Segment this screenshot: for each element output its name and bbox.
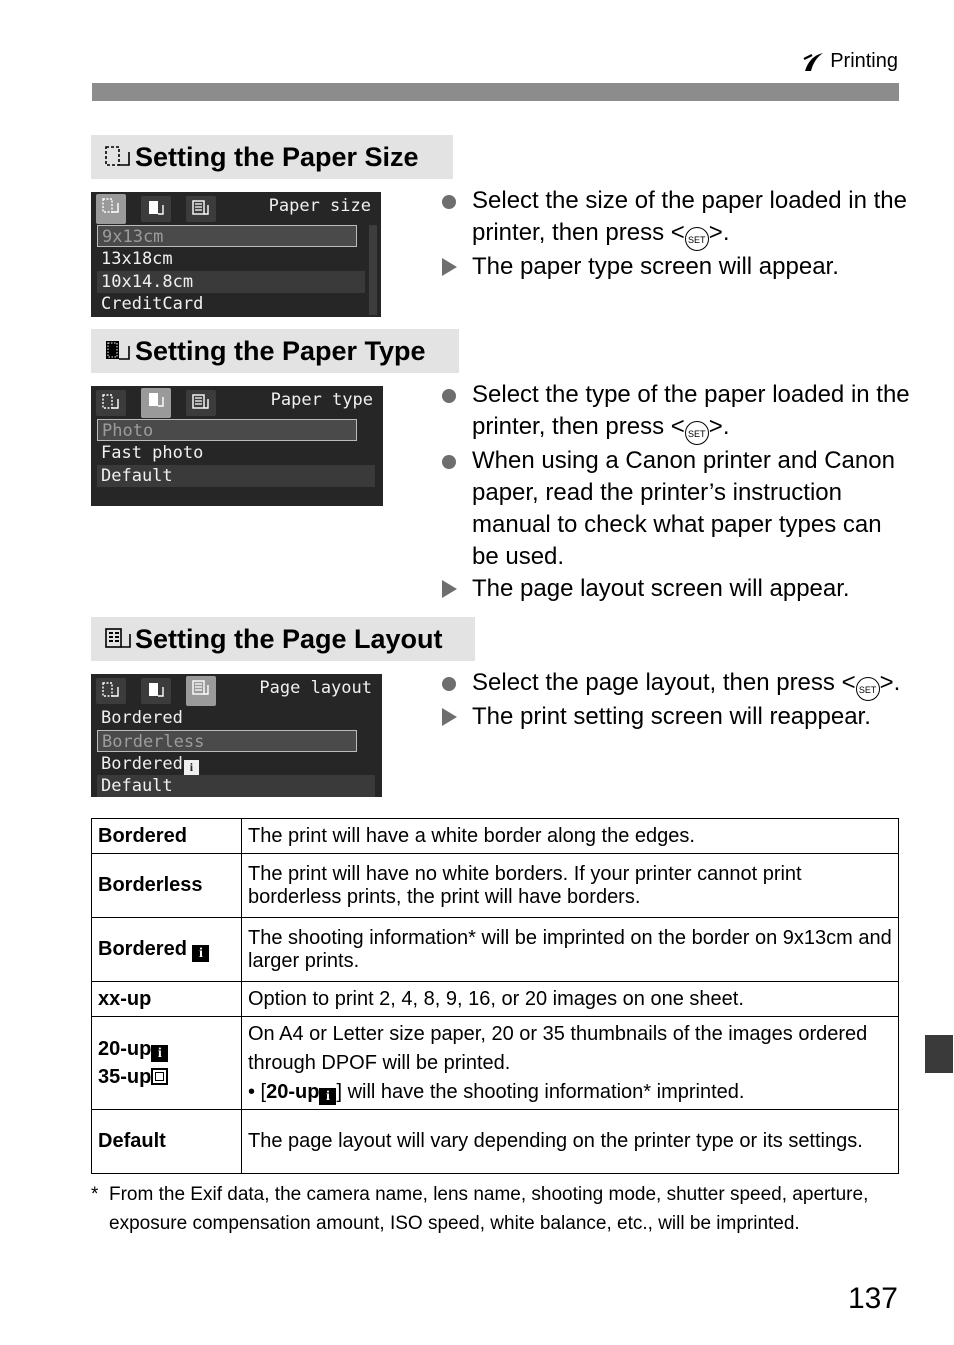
footnote <box>91 1180 881 1238</box>
table-row <box>92 854 899 918</box>
table-desc: On A4 or Letter size paper, 20 or 35 thumbnails of the images ordered through DPOF will be printed. • [20-up i ] will have the shooting information* imprinted. <box>242 1017 899 1110</box>
page-layout-tab-icon <box>186 196 216 222</box>
section-title-paper-type: Setting the Paper Type <box>91 329 459 373</box>
menu-item[interactable]: Default <box>97 775 375 797</box>
scrollbar[interactable] <box>369 225 377 315</box>
paper-type-tab-icon <box>141 388 171 418</box>
table-row <box>92 819 899 854</box>
menu-item[interactable]: 9x13cm <box>97 225 357 247</box>
section-title-paper-size: Setting the Paper Size <box>91 135 453 179</box>
paper-size-tab-icon <box>96 678 126 704</box>
frame-icon <box>151 1068 168 1085</box>
screen-title: Paper type <box>270 390 373 410</box>
table-key: xx-up <box>92 982 242 1017</box>
menu-item[interactable]: CreditCard <box>101 294 204 314</box>
info-icon: i <box>192 945 209 962</box>
table-desc: The shooting information* will be imprinted on the border on 9x13cm and larger prints. <box>242 918 899 982</box>
paper-size-tab-icon <box>96 194 126 224</box>
printing-icon <box>802 51 826 73</box>
list-item: The print setting screen will reappear. <box>440 701 910 733</box>
menu-item[interactable]: 10x14.8cm <box>97 271 365 293</box>
instructions-paper-size <box>440 185 910 283</box>
list-item: The paper type screen will appear. <box>440 251 910 283</box>
page-layout-tab-icon <box>186 676 216 706</box>
paper-type-icon <box>103 338 133 364</box>
set-button-icon: SET <box>856 677 880 701</box>
list-item: Select the type of the paper loaded in the printer, then press < SET >. <box>440 379 910 445</box>
set-button-icon: SET <box>685 421 709 445</box>
list-item: Select the size of the paper loaded in the printer, then press < SET >. <box>440 185 910 251</box>
section-title-page-layout: Setting the Page Layout <box>91 617 475 661</box>
list-item: When using a Canon printer and Canon paper, read the printer’s instruction manual to check what paper types can be used. <box>440 445 910 573</box>
table-key: 20-up i 35-up <box>92 1017 242 1110</box>
menu-item[interactable]: Bordered i <box>97 753 375 775</box>
bullet-dot <box>442 455 456 469</box>
list-item: The page layout screen will appear. <box>440 573 910 605</box>
arrow-right-icon <box>442 580 457 598</box>
page-number: 137 <box>847 1282 898 1315</box>
menu-item[interactable]: Fast photo <box>101 443 204 463</box>
table-row <box>92 1017 899 1110</box>
table-key: Borderless <box>92 854 242 918</box>
table-key: Default <box>92 1110 242 1174</box>
bullet-dot <box>442 389 456 403</box>
table-key: Bordered <box>92 819 242 854</box>
menu-item[interactable]: 13x18cm <box>101 249 173 269</box>
set-button-icon: SET <box>685 227 709 251</box>
page-layout-options-table <box>91 818 899 1174</box>
table-row <box>92 982 899 1017</box>
header-section-label: Printing <box>830 50 898 72</box>
menu-item[interactable]: Borderless <box>97 730 357 752</box>
menu-item[interactable]: Default <box>97 465 375 487</box>
header-bar <box>92 83 899 101</box>
footnote-mark: * <box>91 1184 99 1205</box>
info-icon: i <box>184 760 199 775</box>
menu-item[interactable]: Bordered <box>101 708 183 728</box>
table-row <box>92 918 899 982</box>
info-icon: i <box>151 1045 168 1062</box>
paper-size-tab-icon <box>96 390 126 416</box>
screen-paper-type <box>91 386 383 506</box>
table-key: Bordered i <box>92 918 242 982</box>
screen-paper-size <box>91 192 381 317</box>
list-item: Select the page layout, then press < SET >. <box>440 667 910 701</box>
table-desc: The print will have a white border along the edges. <box>242 819 899 854</box>
arrow-right-icon <box>442 258 457 276</box>
bullet-dot <box>442 677 456 691</box>
instructions-page-layout <box>440 667 910 733</box>
table-row <box>92 1110 899 1174</box>
table-desc: The print will have no white borders. If your printer cannot print borderless prints, the print will have borders. <box>242 854 899 918</box>
screen-title: Page layout <box>259 678 372 698</box>
menu-item[interactable]: Photo <box>97 419 357 441</box>
chapter-tab <box>925 1035 953 1073</box>
paper-type-tab-icon <box>141 196 171 222</box>
page-layout-icon <box>103 626 133 652</box>
instructions-paper-type <box>440 379 910 605</box>
arrow-right-icon <box>442 708 457 726</box>
page-layout-tab-icon <box>186 390 216 416</box>
running-header <box>802 50 898 73</box>
menu-item-empty <box>97 487 375 506</box>
footnote-text: From the Exif data, the camera name, lens name, shooting mode, shutter speed, aperture, exposure compensation amount, ISO speed, white balance, etc., will be imprinted. <box>109 1184 869 1234</box>
paper-size-icon <box>103 144 133 170</box>
bullet-dot <box>442 195 456 209</box>
table-desc: Option to print 2, 4, 8, 9, 16, or 20 images on one sheet. <box>242 982 899 1017</box>
table-desc: The page layout will vary depending on the printer type or its settings. <box>242 1110 899 1174</box>
screen-title: Paper size <box>268 196 371 216</box>
screen-page-layout <box>91 674 382 797</box>
info-icon: i <box>319 1088 336 1105</box>
paper-type-tab-icon <box>141 678 171 704</box>
